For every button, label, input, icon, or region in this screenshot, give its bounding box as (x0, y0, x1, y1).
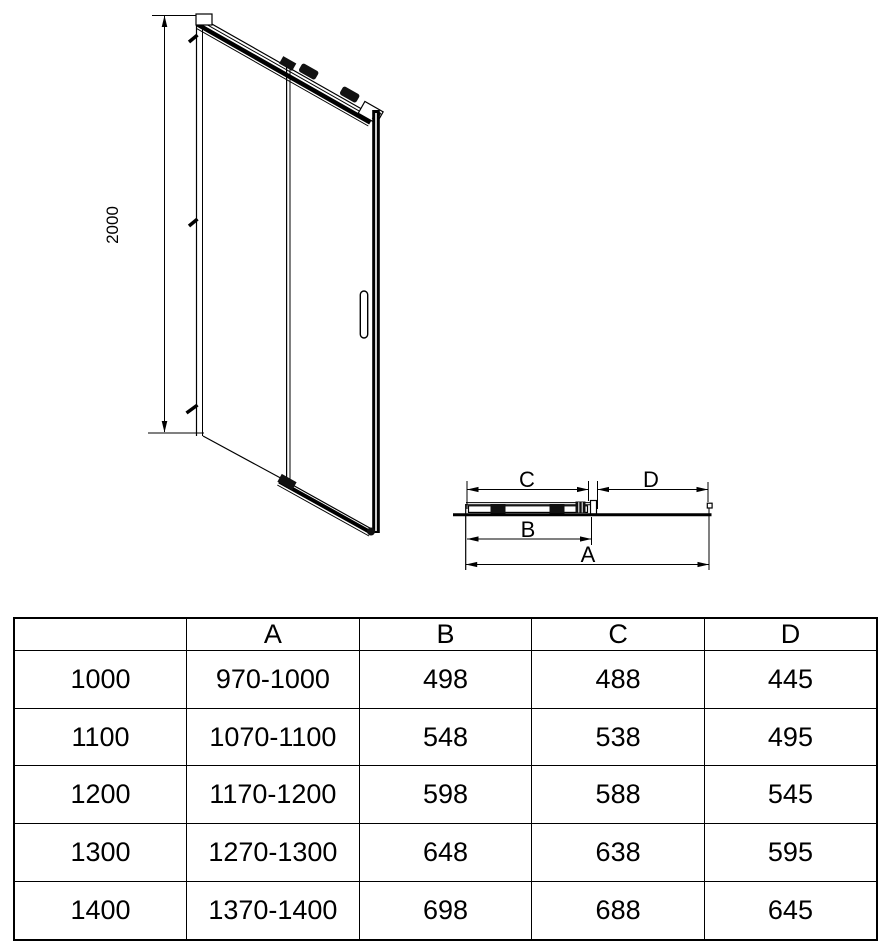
header-size (14, 618, 187, 651)
cell-c: 588 (532, 766, 705, 824)
arrow-up (162, 16, 168, 28)
cell-size: 1400 (14, 881, 187, 940)
cell-d: 595 (704, 824, 877, 882)
table-header-row (14, 618, 877, 651)
right-post (372, 110, 380, 533)
cell-b: 698 (359, 881, 532, 940)
arrow-down (162, 421, 168, 433)
header-d: D (704, 618, 877, 651)
cell-c: 638 (532, 824, 705, 882)
height-dimension-label: 2000 (103, 206, 122, 244)
dimension-d (598, 467, 709, 509)
bottom-rail (277, 474, 375, 536)
dimension-a-label: A (580, 542, 596, 567)
wall-bracket (187, 405, 198, 413)
glass-bottom-edge (203, 436, 287, 482)
rail-wall-block (196, 14, 212, 25)
cell-d: 445 (704, 651, 877, 709)
cell-size: 1000 (14, 651, 187, 709)
cell-c: 688 (532, 881, 705, 940)
cell-a: 1170-1200 (187, 766, 360, 824)
dimension-b (467, 517, 592, 545)
rail-junction-block (279, 56, 296, 71)
plan-roller (491, 504, 506, 514)
roller-carriage (339, 86, 360, 104)
header-c: C (532, 618, 705, 651)
cell-a: 1370-1400 (187, 881, 360, 940)
cell-c: 538 (532, 708, 705, 766)
dimension-b-label: B (520, 517, 536, 542)
table-row (14, 766, 877, 824)
plan-door-slab (469, 506, 588, 513)
cell-size: 1200 (14, 766, 187, 824)
cell-b: 548 (359, 708, 532, 766)
wall-profile (187, 15, 203, 436)
cell-b: 598 (359, 766, 532, 824)
cell-size: 1300 (14, 824, 187, 882)
header-a: A (187, 618, 360, 651)
plan-door-end-cap (591, 501, 597, 515)
plan-stopper-block (576, 502, 586, 514)
front-view-diagram (103, 14, 383, 536)
cell-b: 498 (359, 651, 532, 709)
cell-size: 1100 (14, 708, 187, 766)
plan-roller (550, 504, 565, 514)
plan-right-bracket (707, 503, 712, 508)
table-row (14, 824, 877, 882)
cell-a: 970-1000 (187, 651, 360, 709)
dimension-c-label: C (519, 467, 535, 492)
cell-a: 1070-1100 (187, 708, 360, 766)
rail-end-cap (367, 528, 375, 536)
cell-a: 1270-1300 (187, 824, 360, 882)
header-b: B (359, 618, 532, 651)
cell-d: 545 (704, 766, 877, 824)
cell-d: 645 (704, 881, 877, 940)
table-row (14, 651, 877, 709)
middle-stile (287, 67, 290, 480)
table-row (14, 881, 877, 940)
table-row (14, 708, 877, 766)
size-table (13, 617, 878, 941)
cell-c: 488 (532, 651, 705, 709)
cell-b: 648 (359, 824, 532, 882)
cell-d: 495 (704, 708, 877, 766)
plan-view-diagram (453, 467, 712, 570)
door-handle (360, 291, 367, 338)
dimension-d-label: D (643, 467, 659, 492)
